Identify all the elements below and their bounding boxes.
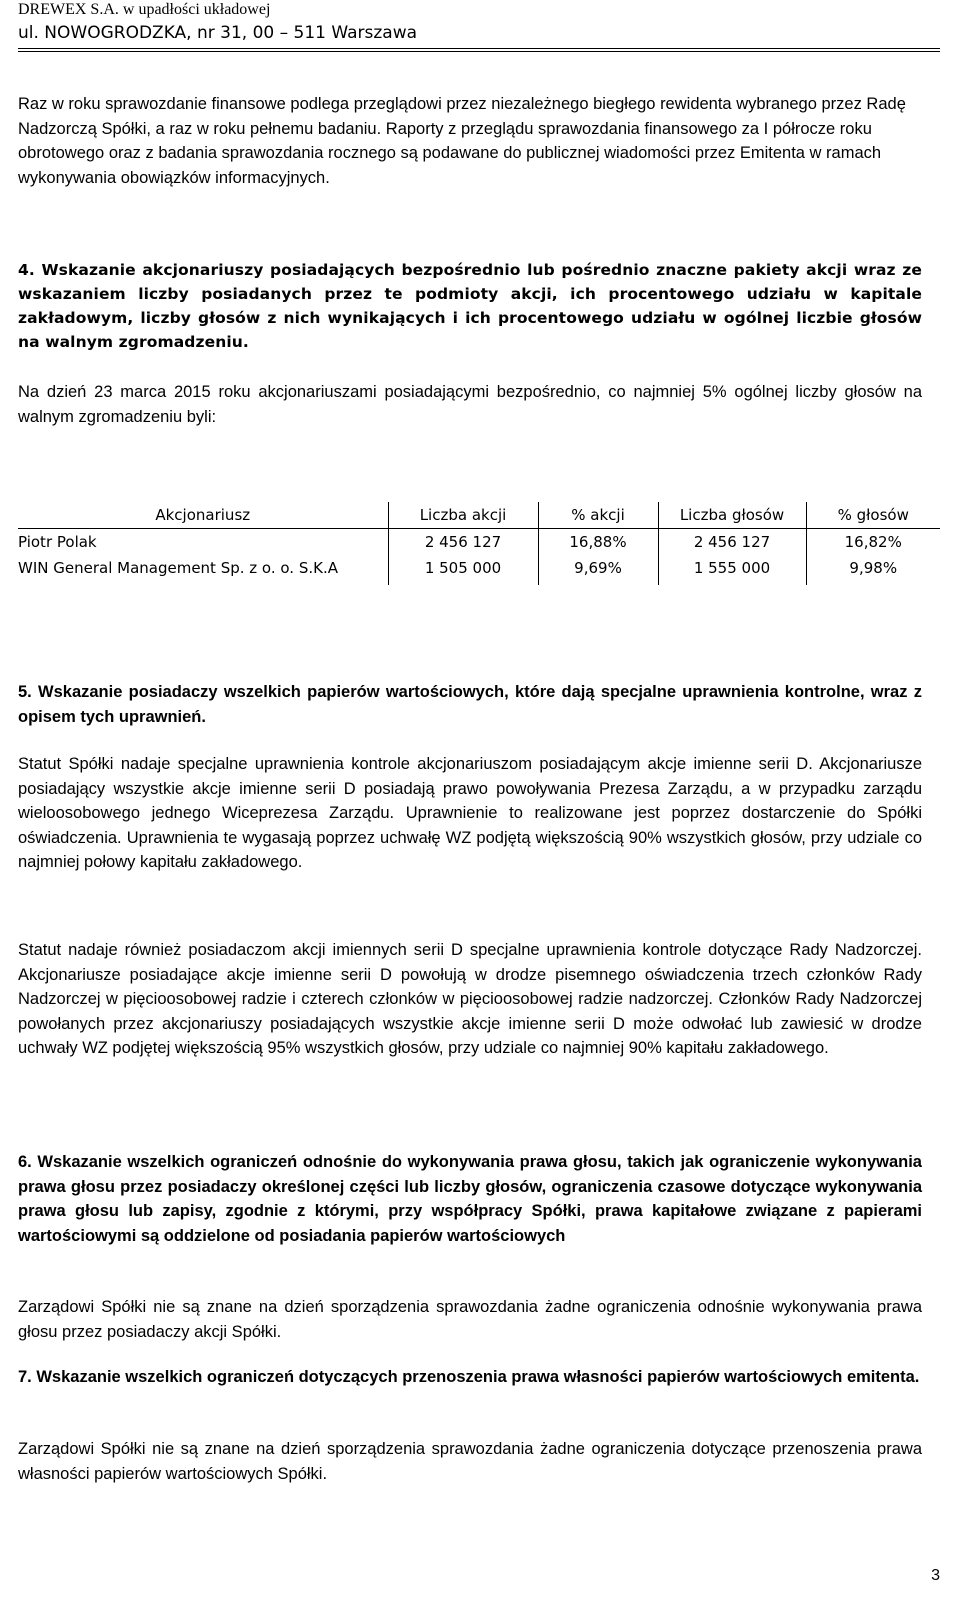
shareholders-table [18,502,940,585]
table-header-cell: % głosów [806,502,940,529]
table-cell: 9,98% [849,559,898,577]
header-company: DREWEX S.A. w upadłości układowej [18,1,271,18]
table-cell: 16,88% [538,529,658,556]
table-cell: 2 456 127 [658,529,806,556]
table-cell: 16,82% [844,533,902,551]
table-cell: 1 505 000 [388,555,538,585]
header-address: ul. NOWOGRODZKA, nr 31, 00 – 511 Warszawa [18,23,418,43]
table-row [18,529,940,556]
table-header-cell: % akcji [538,502,658,529]
section4-heading: 4. Wskazanie akcjonariuszy posiadających bezpośrednio lub pośrednio znaczne pakiety akcji wraz ze wskazaniem liczby posiadanych przez te podmioty akcji, ich procentowego udziału w kapitale zakładowym, liczby głosów z nich wynikających i ich procentowego udziału w ogólnej liczbie głosów na walnym zgromadzeniu. [18,261,922,351]
table-cell: 2 456 127 [388,529,538,556]
table-header-cell: Liczba akcji [388,502,538,529]
section7-paragraph: Zarządowi Spółki nie są znane na dzień sporządzenia sprawozdania żadne ograniczenia dotyczące przenoszenia prawa własności papierów wartościowych Spółki. [18,1440,922,1483]
section4-paragraph: Na dzień 23 marca 2015 roku akcjonariuszami posiadającymi bezpośrednio, co najmniej 5% ogólnej liczby głosów na walnym zgromadzeniu byli: [18,383,922,426]
header-rule-top [18,48,940,49]
section6-heading: 6. Wskazanie wszelkich ograniczeń odnośnie do wykonywania prawa głosu, takich jak ograniczenie wykonywania prawa głosu przez posiadaczy określonej części lub liczby głosów, ograniczenia czasowe dotyczące wykonywania prawa głosu lub zapisy, zgodnie z którymi, przy współpracy Spółki, prawa kapitałowe związane z papierami wartościowymi są oddzielone od posiadania papierów wartościowych [18,1153,922,1245]
table-row [18,555,940,585]
intro-paragraph: Raz w roku sprawozdanie finansowe podlega przeglądowi przez niezależnego biegłego rewidenta wybranego przez Radę Nadzorczą Spółki, a raz w roku pełnemu badaniu. Raporty z przeglądu sprawozdania finansowego za I półrocze roku obrotowego oraz z badania sprawozdania rocznego są podawane do publicznej wiadomości przez Emitenta w ramach wykonywania obowiązków informacyjnych. [18,95,906,187]
table-header-cell: Liczba głosów [658,502,806,529]
header-rule-bottom [18,51,940,52]
table-cell: Piotr Polak [18,529,388,556]
table-header-cell: Akcjonariusz [18,502,388,529]
section5-paragraph-2: Statut nadaje również posiadaczom akcji imiennych serii D specjalne uprawnienia kontrole dotyczące Rady Nadzorczej. Akcjonariusze posiadające akcje imienne serii D powołują w drodze pisemnego oświadczenia trzech członków Rady Nadzorczej w pięcioosobowej radzie i czterech członków w pięcioosobowej radzie nadzorczej. Członków Rady Nadzorczej powołanych przez akcjonariuszy posiadających wszystkie akcje imienne serii D może odwołać lub zawiesić w drodze uchwały WZ podjętej większością 95% wszystkich głosów, przy udziale co najmniej 90% kapitału zakładowego. [18,941,922,1057]
table-header-row [18,502,940,529]
table-cell: WIN General Management Sp. z o. o. S.K.A [18,555,388,585]
section5-paragraph-1: Statut Spółki nadaje specjalne uprawnienia kontrole akcjonariuszom posiadającym akcje imienne serii D. Akcjonariusze posiadający wszystkie akcje imienne serii D posiadają prawo powoływania Prezesa Zarządu, a w przypadku zarządu wieloosobowego jednego Wiceprezesa Zarządu. Uprawnienie to realizowane jest poprzez dostarczenie do Spółki oświadczenia. Uprawnienia te wygasają poprzez uchwałę WZ podjętą większością 90% wszystkich głosów, przy udziale co najmniej połowy kapitału zakładowego. [18,755,922,871]
page-number: 3 [931,1567,940,1584]
section5-heading: 5. Wskazanie posiadaczy wszelkich papierów wartościowych, które dają specjalne uprawnienia kontrolne, wraz z opisem tych uprawnień. [18,683,922,726]
section7-heading: 7. Wskazanie wszelkich ograniczeń dotyczących przenoszenia prawa własności papierów wartościowych emitenta. [18,1368,920,1386]
table-cell: 9,69% [538,555,658,585]
shareholders-table-wrap [18,502,940,585]
section6-paragraph: Zarządowi Spółki nie są znane na dzień sporządzenia sprawozdania żadne ograniczenia odnośnie wykonywania prawa głosu przez posiadaczy akcji Spółki. [18,1298,922,1341]
table-cell: 1 555 000 [658,555,806,585]
